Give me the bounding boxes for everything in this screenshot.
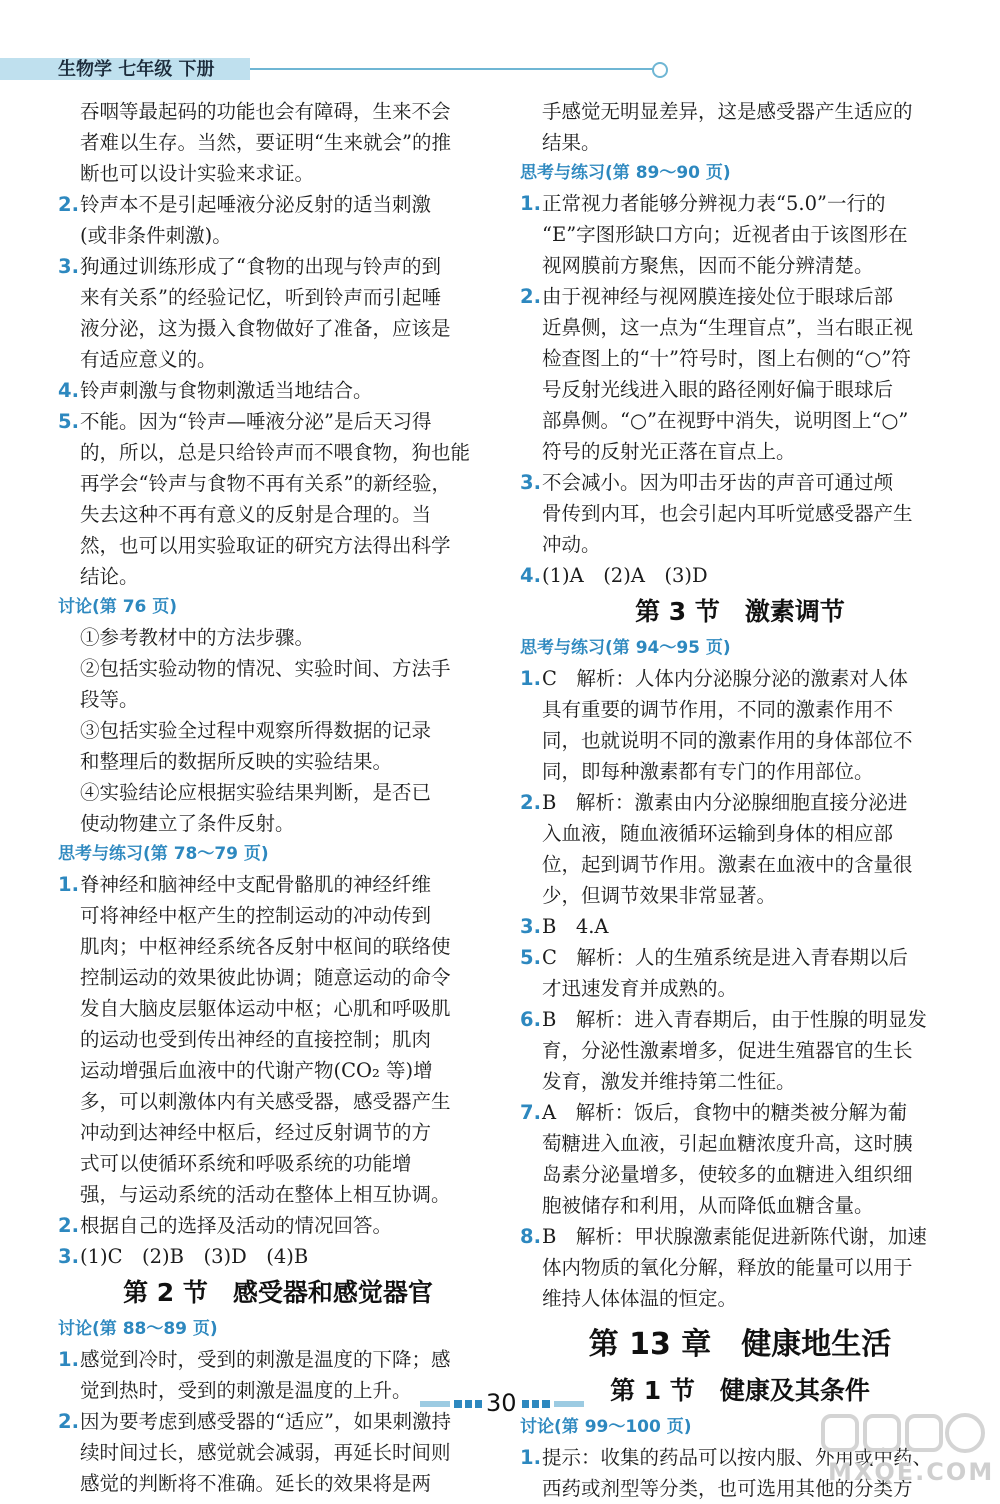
text-line: 肌肉；中枢神经系统各反射中枢间的联络使 (80, 935, 451, 958)
subheading-discussion: 讨论(第 88～89 页) (58, 1319, 218, 1339)
item-number: 2. (520, 791, 541, 814)
item-number: 5. (58, 410, 79, 433)
answer-item (58, 1406, 498, 1499)
subheading-discussion: 讨论(第 99～100 页) (520, 1417, 692, 1437)
text-line: 来有关系”的经验记忆，听到铃声而引起唾 (80, 286, 441, 309)
text-line: 可将神经中枢产生的控制运动的冲动传到 (80, 904, 432, 927)
section-title: 第 3 节 激素调节 (635, 597, 845, 626)
text-line: 强，与运动系统的活动在整体上相互协调。 (80, 1183, 451, 1206)
continued-paragraph (520, 96, 960, 158)
text-line: 感觉的判断将不准确。延长的效果将是两 (80, 1472, 432, 1495)
answer-item (58, 1210, 498, 1241)
text-line: 运动增强后血液中的代谢产物(CO₂ 等)增 (80, 1059, 433, 1082)
page-number: 30 (486, 1389, 517, 1417)
text-line: 液分泌，这为摄入食物做好了准备，应该是 (80, 317, 451, 340)
text-line: B 解析：进入青春期后，由于性腺的明显发 (542, 1008, 927, 1031)
text-line: “E”字图形缺口方向；近视者由于该图形在 (542, 223, 908, 246)
item-number: 4. (58, 379, 79, 402)
left-column (58, 96, 498, 1499)
item-number: 1. (58, 873, 79, 896)
item-number: 3. (58, 255, 79, 278)
text-line: 体内物质的氧化分解，释放的能量可以用于 (542, 1256, 913, 1279)
text-line: 断也可以设计实验来求证。 (80, 162, 315, 185)
text-line: 岛素分泌量增多，使较多的血糖进入组织细 (542, 1163, 913, 1186)
text-line: 少，但调节效果非常显著。 (542, 884, 777, 907)
answer-item (58, 869, 498, 1210)
watermark-text: MXQE.COM (828, 1458, 995, 1486)
text-line: (或非条件刺激)。 (80, 224, 232, 247)
running-header (0, 40, 680, 95)
text-line: 失去这种不再有意义的反射是合理的。当 (80, 503, 432, 526)
item-number: 3. (58, 1245, 79, 1268)
subheading-practice: 思考与练习(第 89～90 页) (520, 163, 731, 183)
text-line: 式可以使循环系统和呼吸系统的功能增 (80, 1152, 412, 1175)
text-line: 发育，激发并维持第二性征。 (542, 1070, 796, 1093)
text-line: 的运动也受到传出神经的直接控制；肌肉 (80, 1028, 432, 1051)
answer-item (520, 188, 960, 281)
item-number: 1. (520, 192, 541, 215)
footer-decoration-icon (420, 1399, 482, 1409)
header-rule (250, 68, 655, 70)
text-line: 维持人体体温的恒定。 (542, 1287, 738, 1310)
item-number: 1. (58, 1348, 79, 1371)
item-number: 2. (58, 193, 79, 216)
text-line: 因为要考虑到感受器的“适应”，如果刺激持 (80, 1410, 451, 1433)
text-line: 续时间过长，感觉就会减弱，再延长时间则 (80, 1441, 451, 1464)
text-line: 符号的反射光正落在盲点上。 (542, 440, 796, 463)
answer-item (58, 406, 498, 592)
text-line: 脊神经和脑神经中支配骨骼肌的神经纤维 (80, 873, 432, 896)
page-footer (400, 1389, 600, 1419)
text-line: ③包括实验全过程中观察所得数据的记录 (80, 719, 432, 742)
text-line: 不能。因为“铃声—唾液分泌”是后天习得 (80, 410, 432, 433)
text-line: 骨传到内耳，也会引起内耳听觉感受器产生 (542, 502, 913, 525)
text-line: 段等。 (80, 688, 139, 711)
text-line: 西药或剂型等分类，也可选用其他的分类方 (542, 1477, 913, 1500)
text-line: 近鼻侧，这一点为“生理盲点”，当右眼正视 (542, 316, 913, 339)
item-number: 4. (520, 564, 541, 587)
item-number: 3. (520, 471, 541, 494)
answer-item (520, 787, 960, 911)
text-line: 同，即每种激素都有专门的作用部位。 (542, 760, 874, 783)
discussion-block (58, 622, 498, 839)
text-line: 狗通过训练形成了“食物的出现与铃声的到 (80, 255, 441, 278)
item-number: 1. (520, 667, 541, 690)
book-title: 生物学 七年级 下册 (58, 59, 215, 80)
text-line: 结果。 (542, 131, 601, 154)
text-line: (1)A (2)A (3)D (542, 564, 708, 587)
answer-item (520, 467, 960, 560)
answer-item (58, 251, 498, 375)
text-line: 结论。 (80, 565, 139, 588)
answer-item (520, 1221, 960, 1314)
answer-item (520, 560, 960, 591)
text-line: 部鼻侧。“○”在视野中消失，说明图上“○” (542, 409, 909, 432)
text-line: 控制运动的效果彼此协调；随意运动的命令 (80, 966, 451, 989)
text-line: 冲动到达神经中枢后，经过反射调节的方 (80, 1121, 432, 1144)
text-line: 铃声刺激与食物刺激适当地结合。 (80, 379, 373, 402)
text-line: 视网膜前方聚焦，因而不能分辨清楚。 (542, 254, 874, 277)
chapter-title: 第 13 章 健康地生活 (588, 1327, 892, 1362)
subheading-practice: 思考与练习(第 78～79 页) (58, 844, 269, 864)
subheading-practice: 思考与练习(第 94～95 页) (520, 638, 731, 658)
text-line: 根据自己的选择及活动的情况回答。 (80, 1214, 393, 1237)
text-line: 有适应意义的。 (80, 348, 217, 371)
item-number: 3. (520, 915, 541, 938)
answer-item (58, 375, 498, 406)
text-line: ①参考教材中的方法步骤。 (80, 626, 315, 649)
answer-item (58, 189, 498, 251)
text-line: 多，可以刺激体内有关感受器，感受器产生 (80, 1090, 451, 1113)
text-line: 再学会“铃声与食物不再有关系”的新经验， (80, 472, 451, 495)
answer-item (520, 281, 960, 467)
answer-item (520, 663, 960, 787)
text-line: 吞咽等最起码的功能也会有障碍，生来不会 (80, 100, 451, 123)
text-line: 然，也可以用实验取证的研究方法得出科学 (80, 534, 451, 557)
section-title: 第 2 节 感受器和感觉器官 (123, 1278, 433, 1307)
text-line: A 解析：饭后，食物中的糖类被分解为葡 (542, 1101, 908, 1124)
text-line: 不会减小。因为叩击牙齿的声音可通过颅 (542, 471, 894, 494)
answer-item (520, 911, 960, 942)
item-number: 5. (520, 946, 541, 969)
text-line: 同，也就说明不同的激素作用的身体部位不 (542, 729, 913, 752)
item-number: 2. (520, 285, 541, 308)
header-circle-icon (652, 62, 668, 78)
footer-decoration-icon (522, 1399, 584, 1409)
text-line: ④实验结论应根据实验结果判断，是否已 (80, 781, 432, 804)
answer-item (520, 1097, 960, 1221)
item-number: 2. (58, 1214, 79, 1237)
text-line: 检查图上的“十”符号时，图上右侧的“○”符 (542, 347, 911, 370)
text-line: ②包括实验动物的情况、实验时间、方法手 (80, 657, 451, 680)
answer-item (520, 942, 960, 1004)
section-title: 第 1 节 健康及其条件 (610, 1376, 870, 1405)
text-line: 发自大脑皮层躯体运动中枢；心肌和呼吸肌 (80, 997, 451, 1020)
text-line: 胞被储存和利用，从而降低血糖含量。 (542, 1194, 874, 1217)
subheading-discussion: 讨论(第 76 页) (58, 597, 178, 617)
text-line: 和整理后的数据所反映的实验结果。 (80, 750, 393, 773)
item-number: 2. (58, 1410, 79, 1433)
text-line: 使动物建立了条件反射。 (80, 812, 295, 835)
text-line: 由于视神经与视网膜连接处位于眼球后部 (542, 285, 894, 308)
text-line: 的，所以，总是只给铃声而不喂食物，狗也能 (80, 441, 471, 464)
text-line: 觉到热时，受到的刺激是温度的上升。 (80, 1379, 412, 1402)
item-number: 7. (520, 1101, 541, 1124)
text-line: 位，起到调节作用。激素在血液中的含量很 (542, 853, 913, 876)
answer-item (58, 1241, 498, 1272)
text-line: 才迅速发育并成熟的。 (542, 977, 738, 1000)
text-line: 号反射光线进入眼的路径刚好偏于眼球后 (542, 378, 894, 401)
text-line: C 解析：人的生殖系统是进入青春期以后 (542, 946, 908, 969)
text-line: 者难以生存。当然，要证明“生来就会”的推 (80, 131, 451, 154)
item-number: 6. (520, 1008, 541, 1031)
text-line: 入血液，随血液循环运输到身体的相应部 (542, 822, 894, 845)
text-line: 具有重要的调节作用，不同的激素作用不 (542, 698, 894, 721)
text-line: 冲动。 (542, 533, 601, 556)
item-number: 8. (520, 1225, 541, 1248)
text-line: 提示：收集的药品可以按内服、外用或中药、 (542, 1446, 933, 1469)
text-line: 正常视力者能够分辨视力表“5.0”一行的 (542, 192, 886, 215)
text-line: 萄糖进入血液，引起血糖浓度升高，这时胰 (542, 1132, 913, 1155)
text-line: B 解析：激素由内分泌腺细胞直接分泌进 (542, 791, 908, 814)
continued-paragraph (58, 96, 498, 189)
item-number: 1. (520, 1446, 541, 1469)
text-line: (1)C (2)B (3)D (4)B (80, 1245, 309, 1268)
text-line: C 解析：人体内分泌腺分泌的激素对人体 (542, 667, 908, 690)
text-line: 育，分泌性激素增多，促进生殖器官的生长 (542, 1039, 913, 1062)
text-line: B 4.A (542, 915, 609, 938)
text-line: 铃声本不是引起唾液分泌反射的适当刺激 (80, 193, 432, 216)
text-line: B 解析：甲状腺激素能促进新陈代谢，加速 (542, 1225, 927, 1248)
text-line: 手感觉无明显差异，这是感受器产生适应的 (542, 100, 913, 123)
right-column (520, 96, 960, 1504)
answer-item (520, 1004, 960, 1097)
text-line: 感觉到冷时，受到的刺激是温度的下降；感 (80, 1348, 451, 1371)
